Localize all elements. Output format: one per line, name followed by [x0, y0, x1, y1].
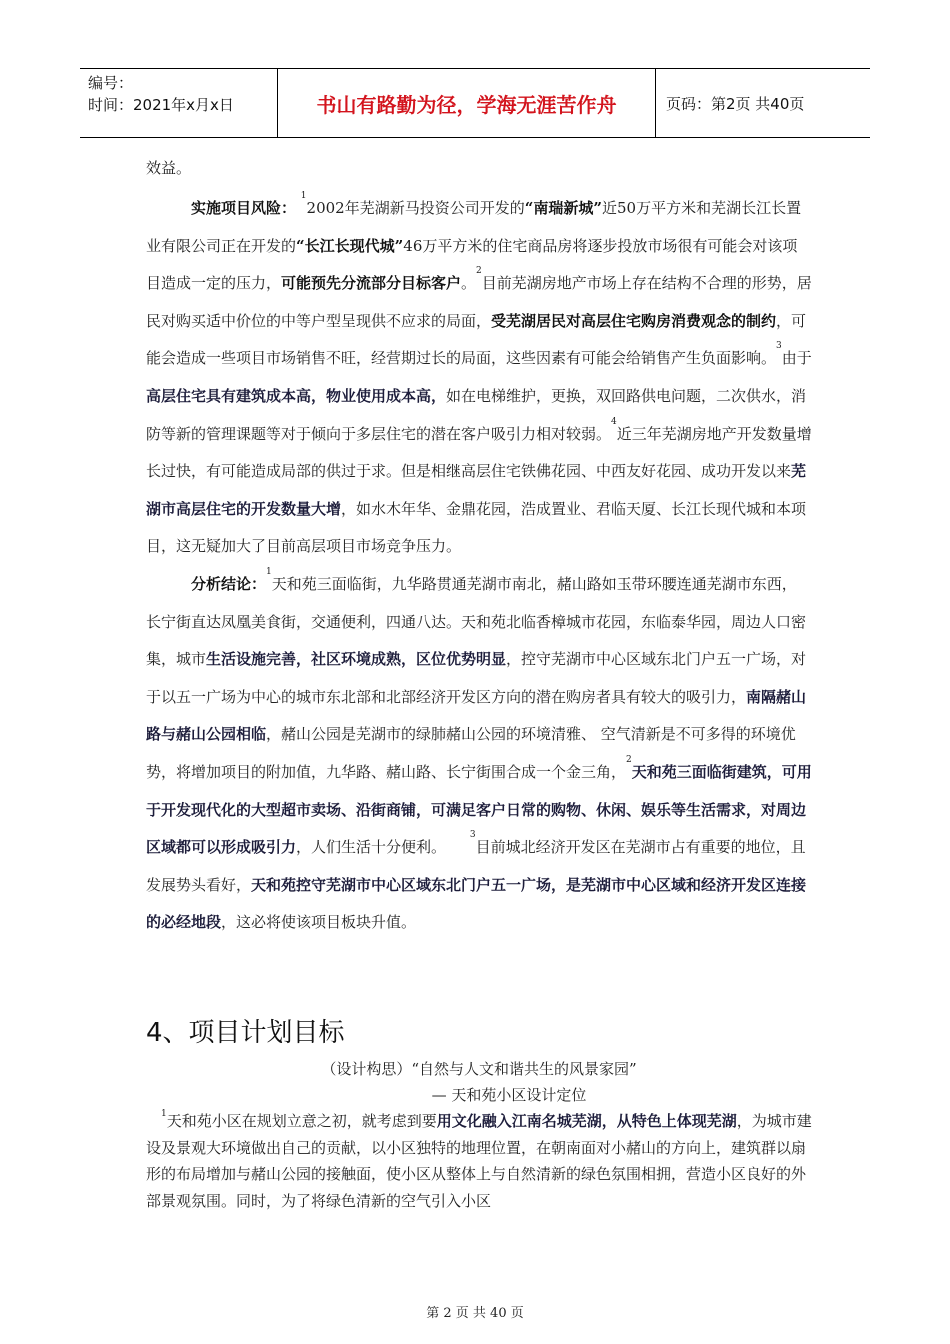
footnote-marker: 2 [476, 266, 482, 277]
footnote-marker: 1 [161, 1109, 167, 1119]
text-run: 。 [461, 274, 477, 293]
emphasis-run: 可能预先分流部分目标客户 [281, 274, 462, 293]
text-run: ，赭山公园是芜湖市的绿肺赭山公园的环境清雅、 空气清新是不可多得的环境优势，将增加项目的附加值，九华路、赭山路、长宁街围合成一个金三角， [146, 725, 796, 781]
footnote-marker: 1 [300, 191, 307, 201]
main-body [146, 190, 812, 942]
header-motto: 书山有路勤为径，学海无涯苦作舟 [278, 69, 656, 137]
emphasis-run: “南瑞新城” [524, 199, 602, 217]
text-run: 由于 [781, 349, 812, 368]
footnote-marker: 4 [611, 416, 617, 427]
footnote-marker: 2 [626, 754, 632, 765]
emphasis-run: 南隔赭山路与赭山公园相临 [146, 687, 807, 744]
document-header [80, 68, 870, 138]
design-paragraph [146, 1108, 812, 1214]
emphasis-run: 芜湖市高层住宅的开发数量大增 [146, 462, 807, 518]
page-footer: 第 2 页 共 40 页 [426, 1306, 524, 1321]
text-run: 46万平方米的住宅商品房将逐步投放市场很有可能会对该项目造成一定的压力， [146, 236, 798, 293]
text-run: ，如水木年华、金鼎花园，浩成置业、君临天厦、长江长现代城和本项目，这无疑加大了目前高层项目市场竞争压力。 [146, 499, 807, 556]
section-heading: 4、项目计划目标 [146, 1018, 345, 1048]
text-run: 近三年芜湖房地产开发数量增长过快，有可能造成局部的供过于求。但是相继高层住宅铁佛花园、中西友好花园、成功开发以来 [146, 424, 812, 481]
text-run: 目前城北经济开发区在芜湖市占有重要的地位，且发展势头看好， [146, 838, 806, 894]
text-run: 近50万平方米和芜湖长江长置业有限公司正在开发的 [146, 199, 802, 255]
text-run: 天和苑三面临街，九华路贯通芜湖市南北，赭山路如玉带环腰连通芜湖市东西， 长宁街直达凤凰美食街，交通便利，四通八达。天和苑北临香樟城市花园，东临泰华园，周边人口密集，城市 [146, 574, 807, 669]
header-page-info: 页码：第2页 共40页 [666, 94, 805, 113]
text-run: ，这必将使该项目板块升值。 [221, 913, 417, 932]
text-run: ，可能会造成一些项目市场销售不旺，经营期过长的局面，这些因素有可能会给销售产生负面影响。 [146, 311, 807, 368]
emphasis-run: 受芜湖居民对高层住宅购房消费观念的制约 [491, 311, 777, 330]
text-run: 目前芜湖房地产市场上存在结构不合理的形势，居民对购买适中价位的中等户型呈现供不应求的局面， [146, 274, 812, 330]
footnote-marker: 3 [469, 830, 476, 841]
document-number: 编号： [88, 74, 134, 92]
footnote-marker: 3 [776, 341, 782, 352]
text-run: 2002年芜湖新马投资公司开发的 [306, 199, 525, 217]
emphasis-run: 生活设施完善，社区环境成熟，区位优势明显 [206, 650, 507, 669]
document-date: 时间：2021年x月x日 [88, 96, 234, 114]
continued-fragment: 效益。 [146, 159, 192, 177]
design-concept-title: （设计构思）“自然与人文和谐共生的风景家园” [321, 1060, 637, 1078]
risk-label: 实施项目风险： [191, 199, 297, 217]
text-run: ，控守芜湖市中心区域东北门户五一广场，对于以五一广场为中心的城市东北部和北部经济开发区方向的潜在购房者具有较大的吸引力， [146, 650, 807, 706]
text-run: 如在电梯维护，更换，双回路供电问题，二次供水，消防等新的管理课题等对于倾向于多层住宅的潜在客户吸引力相对较弱。 [146, 386, 807, 443]
footnote-marker: 1 [266, 566, 272, 577]
text-run: 天和苑小区在规划立意之初，就考虑到要 [166, 1112, 437, 1130]
conclusion-paragraph [146, 566, 812, 942]
continued-text-block [146, 157, 812, 178]
risk-paragraph [146, 190, 812, 566]
emphasis-run: 天和苑控守芜湖市中心区域东北门户五一广场，是芜湖市中心区域和经济开发区连接的必经地段 [146, 875, 807, 932]
header-meta [80, 69, 278, 137]
emphasis-run: “长江长现代城” [296, 236, 404, 255]
text-run: ，为城市建设及景观大环境做出自己的贡献，以小区独特的地理位置，在朝南面对小赭山的方向上，建筑群以扇形的布局增加与赭山公园的接触面，使小区从整体上与自然清新的绿色氛围相拥，营造小区良好的外部景观氛围。同时，为了将绿色清新的空气引入小区 [146, 1112, 812, 1210]
emphasis-run: 用文化融入江南名城芜湖，从特色上体现芜湖 [436, 1112, 737, 1130]
emphasis-run: 天和苑三面临街建筑，可用于开发现代化的大型超市卖场、沿街商铺，可满足客户日常的购物、休闲、娱乐等生活需求，对周边区域都可以形成吸引力 [146, 762, 812, 857]
emphasis-run: 高层住宅具有建筑成本高，物业使用成本高， [146, 386, 447, 405]
conclusion-label: 分析结论： [191, 574, 267, 593]
design-concept-subtitle: — 天和苑小区设计定位 [431, 1086, 587, 1104]
text-run: ，人们生活十分便利。 [296, 838, 470, 857]
